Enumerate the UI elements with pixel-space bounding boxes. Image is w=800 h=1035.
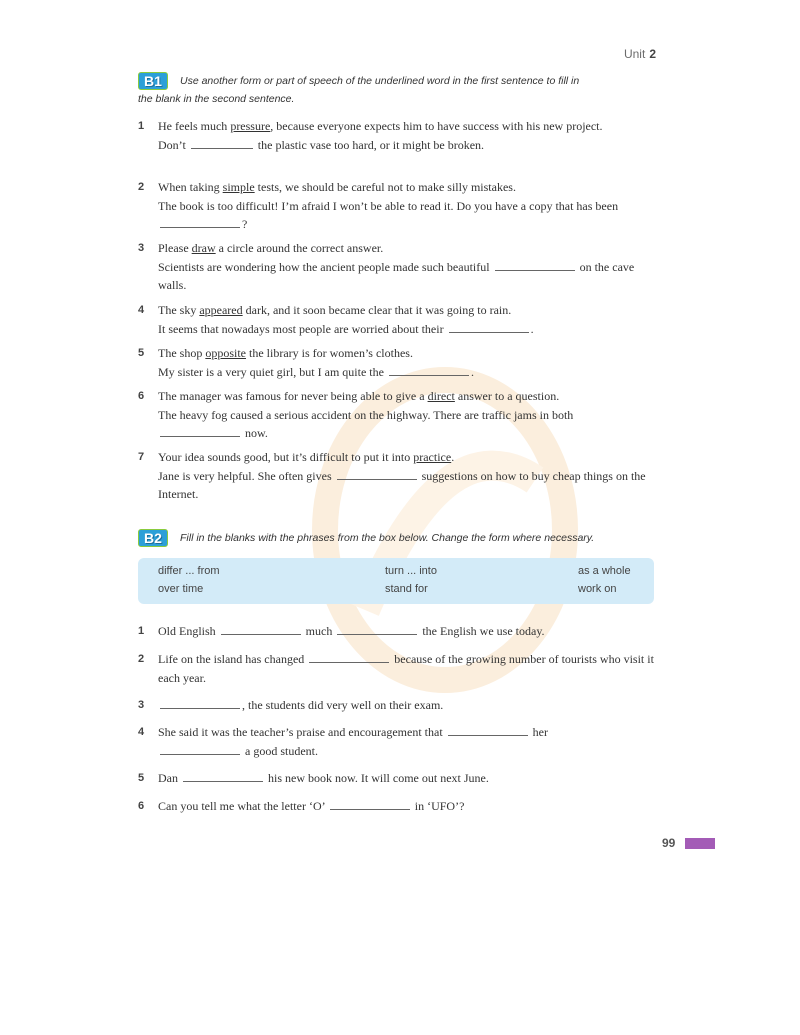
b1-item-3-sentence1: Please draw a circle around the correct answer. <box>158 241 384 255</box>
item-number: 4 <box>138 304 145 316</box>
b1-item-2-sentence1: When taking simple tests, we should be careful not to make silly mistakes. <box>158 180 516 194</box>
underlined-word: practice <box>413 450 452 464</box>
answer-blank[interactable] <box>191 137 253 149</box>
b2-instruction <box>138 529 638 547</box>
item-number: 5 <box>138 772 145 784</box>
b1-item-1 <box>138 117 658 154</box>
answer-blank[interactable] <box>337 468 417 480</box>
b1-instruction-line2: the blank in the second sentence. <box>138 93 295 105</box>
b2-item-3: 3 , the students did very well on their exam. <box>138 696 658 715</box>
item-number: 3 <box>138 242 145 254</box>
phrase-item: as a whole <box>578 565 631 577</box>
b1-item-3-sentence2: Scientists are wondering how the ancient people made such beautiful on the cave walls. <box>158 259 635 292</box>
page-number: 99 <box>662 836 676 850</box>
b1-item-1-sentence2: Don’t the plastic vase too hard, or it might be broken. <box>158 137 485 152</box>
b1-item-5-sentence2: My sister is a very quiet girl, but I am quite the . <box>158 364 474 379</box>
phrase-item: differ ... from <box>158 565 220 577</box>
answer-blank[interactable] <box>160 697 240 709</box>
phrase-box <box>138 558 654 604</box>
b2-item-2: 2 Life on the island has changed because of the growing number of tourists who visit it each year. <box>138 652 654 685</box>
b2-badge: B2 <box>138 529 168 547</box>
b1-item-4 <box>138 301 658 338</box>
phrase-item: stand for <box>385 583 428 595</box>
b1-item-7-sentence1: Your idea sounds good, but it’s difficult to put it into practice. <box>158 450 455 464</box>
item-number: 1 <box>138 625 145 637</box>
answer-blank[interactable] <box>330 798 410 810</box>
item-number: 6 <box>138 800 145 812</box>
answer-blank[interactable] <box>449 321 529 333</box>
b1-item-5-sentence1: The shop opposite the library is for women’s clothes. <box>158 346 413 360</box>
item-number: 1 <box>138 120 145 132</box>
b1-item-1-sentence1: He feels much pressure, because everyone expects him to have success with his new project. <box>158 119 603 133</box>
b2-item-5: 5 Dan his new book now. It will come out next June. <box>138 769 658 788</box>
item-number: 2 <box>138 181 145 193</box>
answer-blank[interactable] <box>183 770 263 782</box>
phrase-item: turn ... into <box>385 565 437 577</box>
item-number: 5 <box>138 347 145 359</box>
b1-item-2-sentence2: The book is too difficult! I’m afraid I won’t be able to read it. Do you have a copy that has been ? <box>158 198 619 231</box>
answer-blank[interactable] <box>160 425 240 437</box>
b1-item-4-sentence2: It seems that nowadays most people are worried about their . <box>158 321 534 336</box>
b1-item-2 <box>138 178 658 234</box>
answer-blank[interactable] <box>448 724 528 736</box>
unit-label <box>624 47 656 61</box>
underlined-word: pressure <box>230 119 271 133</box>
answer-blank[interactable] <box>309 651 389 663</box>
item-number: 3 <box>138 699 145 711</box>
b1-item-6 <box>138 387 658 443</box>
item-number: 4 <box>138 726 145 738</box>
answer-blank[interactable] <box>337 623 417 635</box>
phrase-item: work on <box>578 583 617 595</box>
unit-number: 2 <box>649 47 656 61</box>
answer-blank[interactable] <box>389 364 469 376</box>
underlined-word: opposite <box>205 346 246 360</box>
underlined-word: draw <box>191 241 216 255</box>
b1-item-3 <box>138 239 658 295</box>
b1-item-7 <box>138 448 658 504</box>
b1-item-6-sentence2: The heavy fog caused a serious accident on the highway. There are traffic jams in both now. <box>158 407 574 440</box>
answer-blank[interactable] <box>160 216 240 228</box>
b2-item-1: 1 Old English much the English we use today. <box>138 622 658 641</box>
unit-label-text: Unit <box>623 47 646 61</box>
b1-item-6-sentence1: The manager was famous for never being able to give a direct answer to a question. <box>158 389 560 403</box>
b1-badge: B1 <box>138 72 168 90</box>
b1-instruction <box>138 72 638 108</box>
underlined-word: appeared <box>199 303 243 317</box>
underlined-word: direct <box>427 389 455 403</box>
item-number: 6 <box>138 390 145 402</box>
answer-blank[interactable] <box>495 259 575 271</box>
item-number: 7 <box>138 451 145 463</box>
answer-blank[interactable] <box>221 623 301 635</box>
b2-item-4: 4 She said it was the teacher’s praise and encouragement that her a good student. <box>138 725 548 758</box>
b1-instruction-line1: Use another form or part of speech of the underlined word in the first sentence to fill in <box>180 75 580 87</box>
underlined-word: simple <box>222 180 255 194</box>
page-accent-bar <box>685 838 715 849</box>
b1-item-7-sentence2: Jane is very helpful. She often gives suggestions on how to buy cheap things on the Internet. <box>158 468 646 501</box>
answer-blank[interactable] <box>160 743 240 755</box>
b1-item-5 <box>138 344 658 381</box>
item-number: 2 <box>138 653 145 665</box>
b2-instruction-text: Fill in the blanks with the phrases from the box below. Change the form where necessary. <box>180 532 595 544</box>
phrase-item: over time <box>158 583 204 595</box>
b1-item-4-sentence1: The sky appeared dark, and it soon became clear that it was going to rain. <box>158 303 512 317</box>
b2-item-6: 6 Can you tell me what the letter ‘O’ in ‘UFO’? <box>138 797 658 816</box>
